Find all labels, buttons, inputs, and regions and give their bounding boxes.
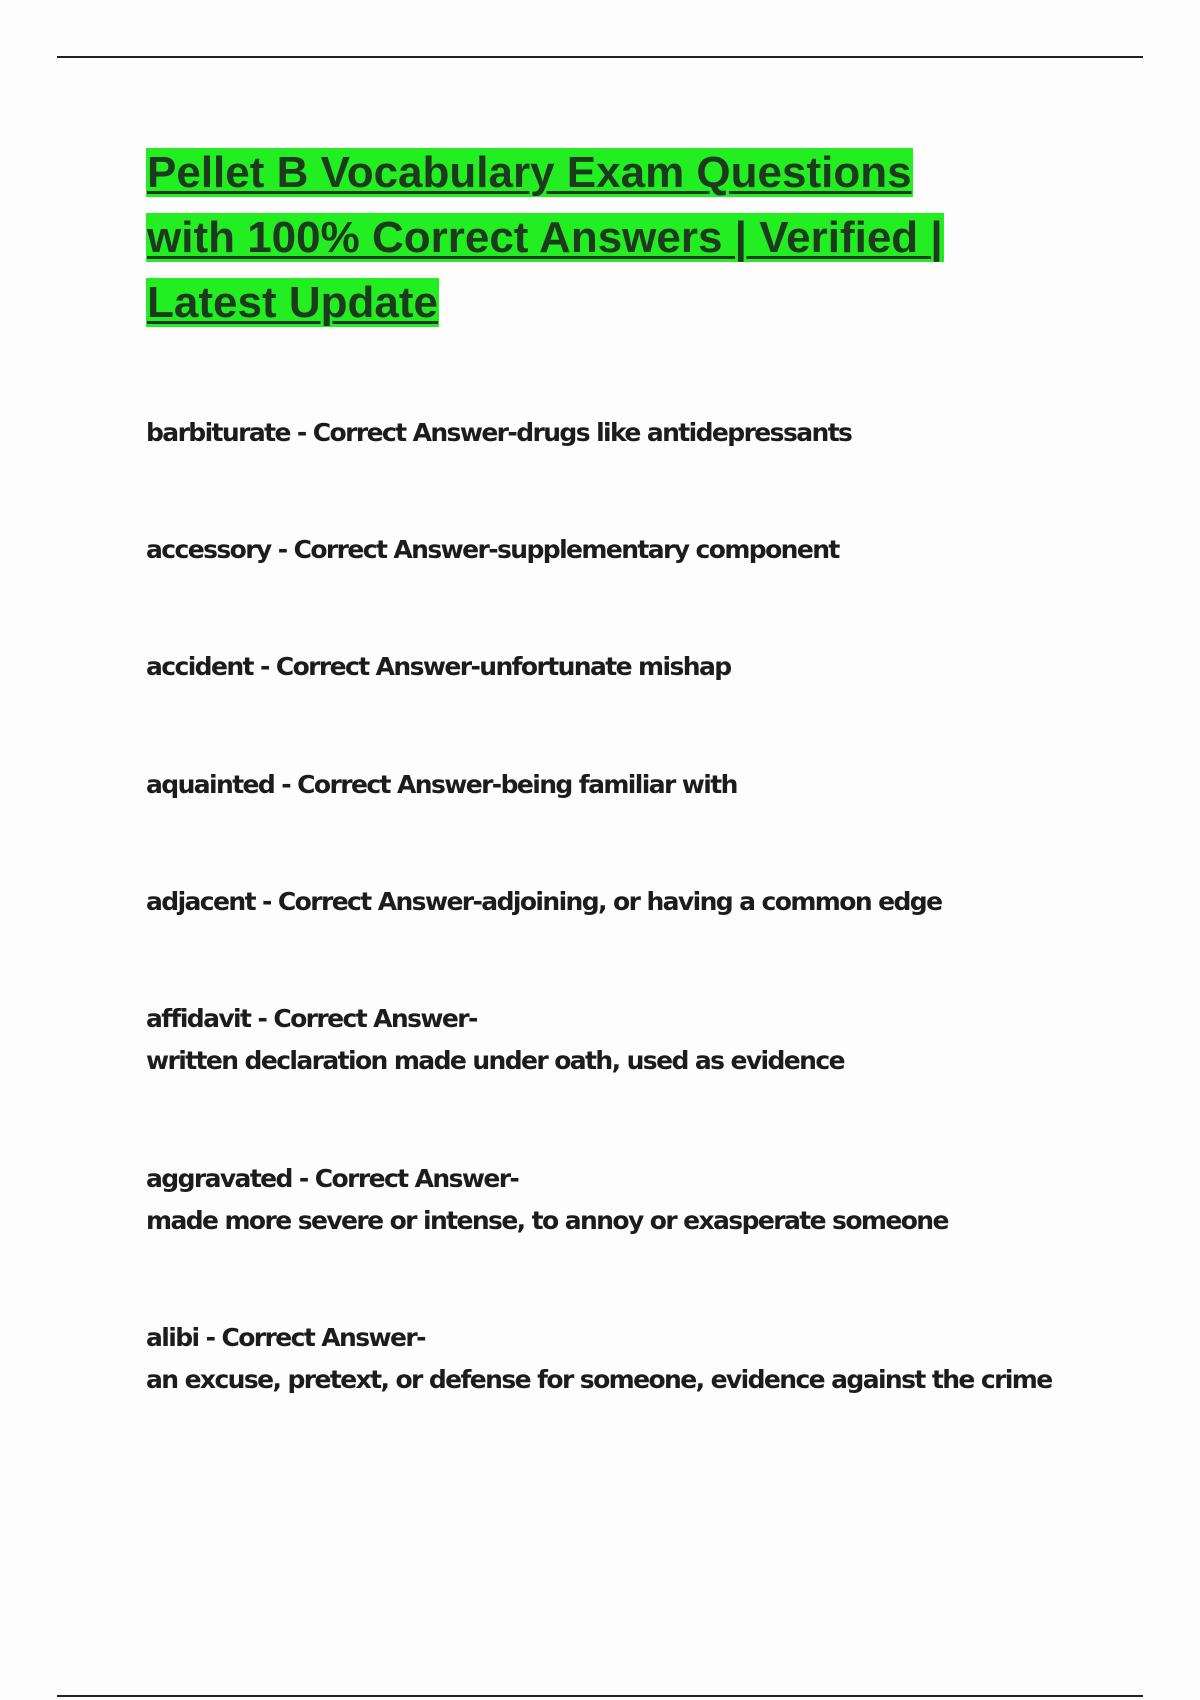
entry-line: made more severe or intense, to annoy or exasperate someone bbox=[146, 1206, 948, 1235]
entry-line: barbiturate - Correct Answer-drugs like antidepressants bbox=[146, 418, 852, 447]
entry-line: adjacent - Correct Answer-adjoining, or having a common edge bbox=[146, 887, 942, 916]
vocab-entry-accident bbox=[146, 646, 731, 688]
vocab-entry-alibi bbox=[146, 1317, 1052, 1401]
top-rule bbox=[57, 56, 1143, 58]
title-line: Pellet B Vocabulary Exam Questions bbox=[147, 148, 912, 197]
entry-line: accessory - Correct Answer-supplementary component bbox=[146, 535, 839, 564]
vocab-entry-aquainted bbox=[146, 764, 737, 806]
entry-line: an excuse, pretext, or defense for someone, evidence against the crime bbox=[146, 1365, 1052, 1394]
document-title bbox=[146, 140, 1046, 335]
vocab-entry-accessory bbox=[146, 529, 839, 571]
title-line: with 100% Correct Answers | Verified | bbox=[147, 213, 943, 262]
vocab-entry-barbiturate bbox=[146, 412, 851, 454]
entry-line: affidavit - Correct Answer- bbox=[146, 1004, 477, 1033]
vocab-entry-affidavit bbox=[146, 998, 844, 1082]
vocab-entry-aggravated bbox=[146, 1158, 948, 1242]
title-line: Latest Update bbox=[147, 278, 438, 327]
entry-line: accident - Correct Answer-unfortunate mishap bbox=[146, 652, 731, 681]
vocab-entry-adjacent bbox=[146, 881, 941, 923]
entry-line: written declaration made under oath, used as evidence bbox=[146, 1046, 844, 1075]
entry-line: alibi - Correct Answer- bbox=[146, 1323, 425, 1352]
bottom-rule bbox=[57, 1695, 1143, 1697]
entry-line: aquainted - Correct Answer-being familiar with bbox=[146, 770, 737, 799]
entry-line: aggravated - Correct Answer- bbox=[146, 1164, 519, 1193]
